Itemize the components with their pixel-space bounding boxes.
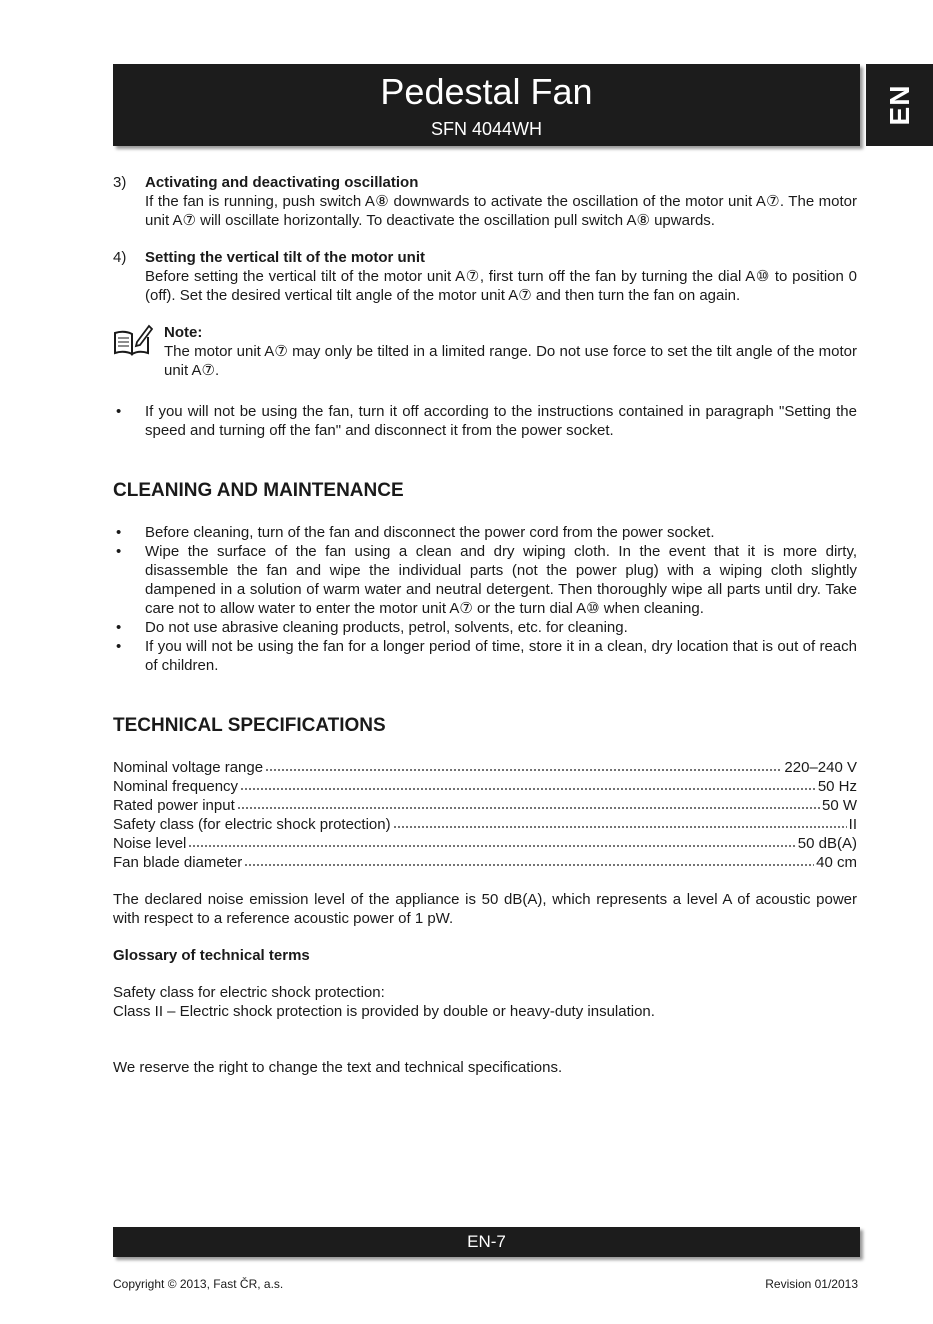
list-item: • Do not use abrasive cleaning products, petrol, solvents, etc. for cleaning. [113,618,857,637]
spec-row [113,815,857,834]
cleaning-bullets [113,523,857,675]
spec-label: Rated power input [113,797,235,814]
spec-row [113,777,857,796]
section-heading: Setting the vertical tilt of the motor unit [145,249,426,266]
glossary-heading: Glossary of technical terms [113,947,310,964]
spec-label: Noise level [113,835,187,852]
spec-value: 40 cm [816,854,857,871]
page-title: Pedestal Fan [380,71,593,112]
note-text: The motor unit A⑦ may only be tilted in a limited range. Do not use force to set the tilt angle of the motor unit A⑦. [164,343,857,379]
spec-row [113,853,857,872]
spec-value: 220–240 V [784,759,857,776]
section-text: Before setting the vertical tilt of the motor unit A⑦, first turn off the fan by turning the dial A⑩ to position 0 (off). Set the desired vertical tilt angle of the motor unit A⑦ and then turn the fan on again. [145,268,857,304]
cleaning-heading: CLEANING AND MAINTENANCE [113,480,404,501]
language-label: EN [883,84,915,126]
usage-bullets [113,402,857,440]
spec-row [113,796,857,815]
spec-row [113,834,857,853]
dot-leader [393,825,847,829]
glossary-line: Safety class for electric shock protection: [113,984,385,1001]
spec-table [113,758,857,872]
dot-leader [265,768,782,772]
spec-value: 50 W [821,797,857,814]
section-number: 3) [113,174,127,191]
section-oscillation [113,173,857,230]
noise-statement: The declared noise emission level of the appliance is 50 dB(A), which represents a level A of acoustic power with respect to a reference acoustic power of 1 pW. [113,891,857,927]
dot-leader [244,863,814,867]
glossary-line: Class II – Electric shock protection is provided by double or heavy-duty insulation. [113,1003,655,1020]
list-item: • If you will not be using the fan, turn it off according to the instructions contained in paragraph "Setting the speed and turning off the fan" and disconnect it from the power socket. [113,402,857,440]
spec-label: Safety class (for electric shock protection) [113,816,391,833]
section-heading: Activating and deactivating oscillation [145,174,419,191]
specs-heading: TECHNICAL SPECIFICATIONS [113,715,386,736]
copyright: Copyright © 2013, Fast ČR, a.s. [113,1277,284,1291]
page-number-bar [113,1227,860,1257]
note-heading: Note: [164,324,203,341]
page-number: EN-7 [467,1232,506,1251]
spec-value: 50 Hz [817,778,857,795]
dot-leader [240,787,816,791]
header-bar [113,64,860,146]
language-tab [866,64,933,146]
spec-label: Nominal voltage range [113,759,264,776]
section-number: 4) [113,249,127,266]
spec-value: II [848,816,857,833]
spec-label: Nominal frequency [113,778,239,795]
section-vertical-tilt [113,248,857,305]
main-content [113,173,857,1077]
spec-label: Fan blade diameter [113,854,243,871]
dot-leader [237,806,820,810]
reserve-statement: We reserve the right to change the text and technical specifications. [113,1059,563,1076]
spec-value: 50 dB(A) [797,835,857,852]
revision: Revision 01/2013 [765,1277,858,1291]
spec-row [113,758,857,777]
list-item: • Before cleaning, turn of the fan and disconnect the power cord from the power socket. [113,523,857,542]
list-item: • Wipe the surface of the fan using a clean and dry wiping cloth. In the event that it is more dirty, disassemble the fan and wipe the individual parts (not the power plug) with a wiping cloth slightly dampened in a solution of warm water and neutral detergent. Then thoroughly wipe all parts until dry. Take care not to allow water to enter the motor unit A⑦ or the turn dial A⑩ when cleaning. [113,542,857,618]
section-text: If the fan is running, push switch A⑧ downwards to activate the oscillation of the motor unit A⑦. The motor unit A⑦ will oscillate horizontally. To deactivate the oscillation pull switch A⑧ upwards. [145,193,857,229]
book-note-icon [113,323,153,357]
note-block [113,323,857,380]
list-item: • If you will not be using the fan for a longer period of time, store it in a clean, dry location that is out of reach of children. [113,637,857,675]
model-number: SFN 4044WH [430,119,543,139]
dot-leader [188,844,795,848]
